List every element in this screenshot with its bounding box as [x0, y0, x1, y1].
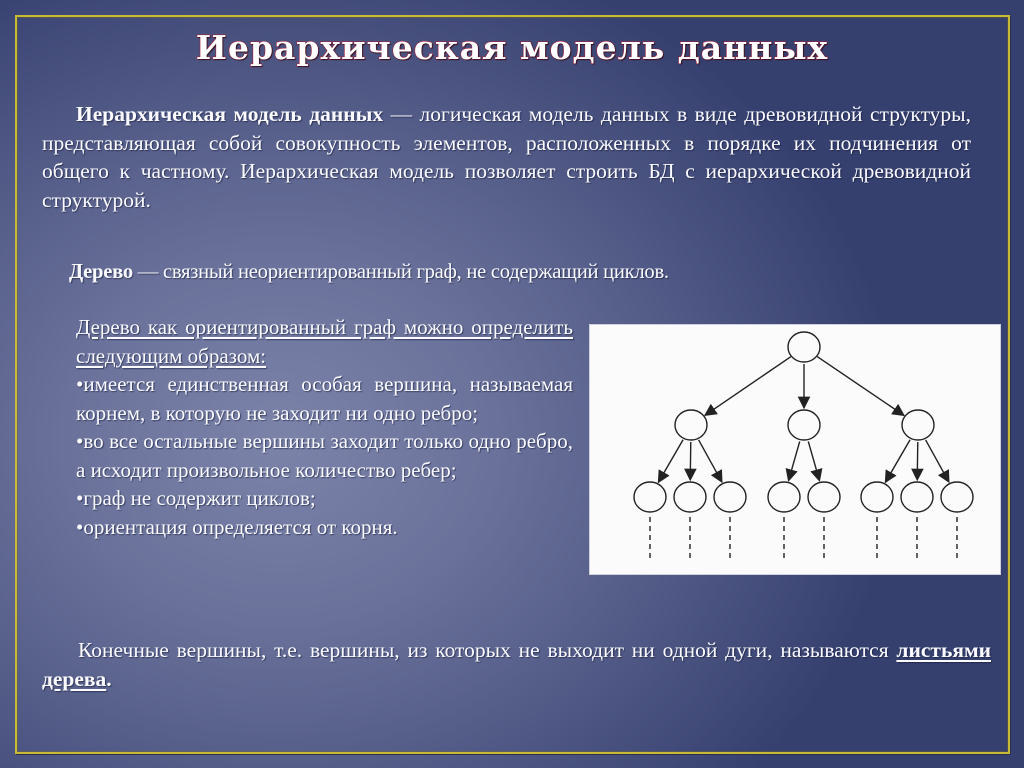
tree-term: Дерево: [69, 259, 133, 283]
leaves-end: .: [106, 666, 112, 691]
oriented-tree-heading: Дерево как ориентированный граф можно определить следующим образом:: [76, 315, 573, 368]
tree-edge-arrow: [658, 440, 683, 482]
tree-definition-text: — связный неориентированный граф, не содержащий циклов.: [132, 259, 669, 283]
tree-node: [901, 482, 933, 512]
tree-edge-arrow: [690, 442, 691, 480]
tree-edge-arrow: [926, 440, 949, 482]
tree-node: [714, 482, 746, 512]
tree-node: [675, 410, 707, 440]
leaves-term: листьями дерева: [42, 638, 991, 691]
definition-dash: —: [383, 102, 420, 126]
tree-edge-arrow: [699, 440, 722, 482]
tree-edge-arrow: [789, 441, 800, 480]
tree-edge-arrow: [817, 357, 904, 416]
definition-term: Иерархическая модель данных: [76, 102, 384, 126]
tree-node: [788, 410, 820, 440]
tree-diagram: [589, 324, 1001, 575]
definition-text: логическая модель данных в виде древовидной структуры, представляющая собой совокупность элементов, расположенных в порядке их подчинения от общего к частному. Иерархическая модель позволяет строить БД с иерархической древовидной структурой.: [42, 102, 971, 212]
definition-paragraph: [42, 100, 971, 214]
tree-node: [674, 482, 706, 512]
tree-node: [941, 482, 973, 512]
bullet-item: •во все остальные вершины заходит только одно ребро, а исходит произвольное количество ребер;: [76, 429, 573, 482]
tree-node: [808, 482, 840, 512]
tree-node: [902, 410, 934, 440]
oriented-tree-list: [42, 313, 573, 541]
tree-node: [634, 482, 666, 512]
tree-definition-paragraph: [69, 257, 914, 286]
bullet-item: •имеется единственная особая вершина, называемая корнем, в которую не заходит ни одно ребро;: [76, 372, 573, 425]
slide-title: Иерархическая модель данных: [195, 28, 829, 67]
tree-node: [768, 482, 800, 512]
tree-edge-arrow: [917, 442, 918, 480]
tree-edge-arrow: [885, 440, 910, 482]
leaves-text: Конечные вершины, т.е. вершины, из которых не выходит ни одной дуги, называются: [78, 638, 897, 662]
tree-node: [861, 482, 893, 512]
tree-node: [788, 332, 820, 362]
tree-edge-arrow: [705, 357, 791, 416]
bullet-item: •граф не содержит циклов;: [76, 486, 316, 510]
tree-edge-arrow: [808, 441, 819, 480]
bullet-item: •ориентация определяется от корня.: [76, 514, 398, 539]
tree-graph-image: [590, 325, 1000, 574]
leaves-paragraph: [42, 636, 991, 693]
